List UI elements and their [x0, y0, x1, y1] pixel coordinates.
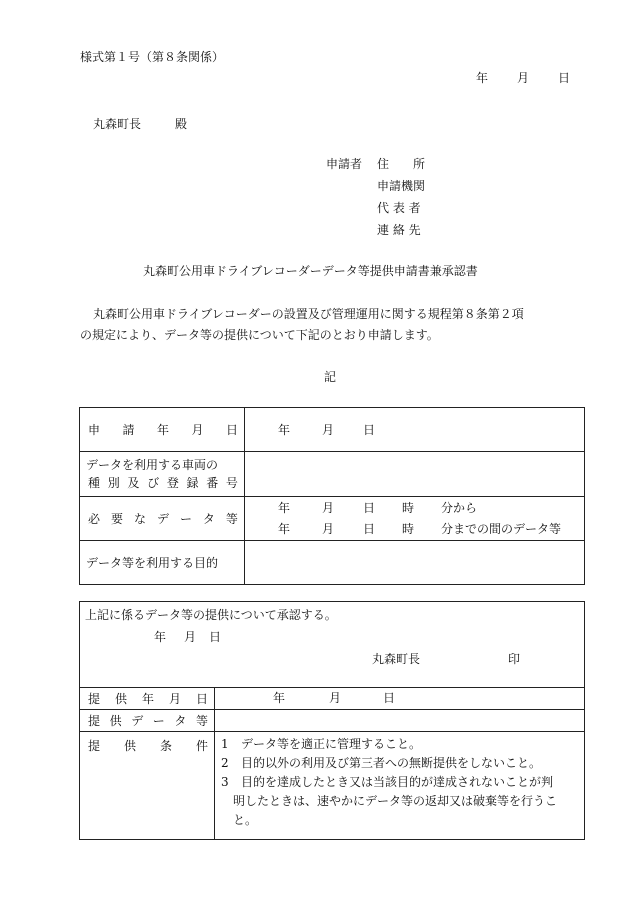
- condition-number: 3: [221, 775, 229, 789]
- table-row: [80, 732, 585, 840]
- provide-data-value[interactable]: [215, 710, 585, 732]
- addressee-honorific: 殿: [175, 117, 188, 131]
- conditions-value: [215, 732, 585, 840]
- label-char: デ: [131, 714, 144, 728]
- table-row: [80, 452, 585, 497]
- condition-3-continuation-1: 明したときは、速やかにデータ等の返却又は破棄等を行うこ: [233, 794, 558, 808]
- required-data-label: [80, 497, 245, 541]
- application-month: 月: [322, 423, 335, 437]
- applicant-address: 住 所: [377, 157, 426, 171]
- label-char: デ: [156, 512, 169, 526]
- applicant-organization: 申請機関: [377, 179, 426, 193]
- approval-statement-cell: [80, 602, 585, 688]
- to-day: 日: [363, 522, 376, 536]
- provide-month: 月: [329, 691, 342, 705]
- label-char: タ: [174, 714, 187, 728]
- purpose-value[interactable]: [245, 541, 585, 585]
- to-suffix: 分までの間のデータ等: [441, 522, 562, 536]
- label-char: 供: [114, 692, 127, 706]
- condition-text: 目的を達成したとき又は当該目的が達成されないことが判: [241, 775, 554, 789]
- required-data-value[interactable]: [245, 497, 585, 541]
- label-char: 提: [88, 739, 101, 753]
- condition-number: 2: [221, 756, 229, 770]
- seal-mark: 印: [508, 652, 521, 666]
- label-char: 登: [166, 476, 179, 490]
- ki-heading: 記: [324, 370, 337, 384]
- applicant-label: 申請者: [326, 157, 363, 171]
- label-char: 等: [195, 714, 208, 728]
- label-char: 月: [168, 692, 181, 706]
- application-date-value[interactable]: [245, 408, 585, 452]
- from-month: 月: [322, 501, 335, 515]
- to-month: 月: [322, 522, 335, 536]
- label-char: 申: [88, 423, 101, 437]
- purpose-label: [80, 541, 245, 585]
- approval-statement: 上記に係るデータ等の提供について承認する。: [85, 608, 337, 622]
- table-row: [80, 602, 585, 688]
- label-char: 条: [159, 739, 172, 753]
- label-char: 請: [122, 423, 135, 437]
- label-char: 月: [191, 423, 204, 437]
- label-char: タ: [202, 512, 215, 526]
- label-char: 供: [123, 739, 136, 753]
- condition-3-continuation-2: と。: [233, 813, 258, 827]
- approval-day: 日: [209, 630, 222, 644]
- label-char: 日: [195, 692, 208, 706]
- date-year: 年: [476, 71, 489, 85]
- condition-text: 目的以外の利用及び第三者への無断提供をしないこと。: [241, 756, 542, 770]
- list-item: [221, 735, 574, 754]
- label-char: 供: [109, 714, 122, 728]
- from-year: 年: [278, 501, 291, 515]
- vehicle-label: [80, 452, 245, 497]
- list-item: [221, 754, 574, 773]
- application-date-label: [80, 408, 245, 452]
- approval-month: 月: [184, 630, 197, 644]
- label-char: 別: [107, 476, 120, 490]
- conditions-label: [80, 732, 215, 840]
- label-char: 日: [225, 423, 238, 437]
- label-char: 号: [225, 476, 238, 490]
- label-char: 種: [88, 476, 101, 490]
- label-char: 必: [88, 512, 101, 526]
- vehicle-label-line-1: データを利用する車両の: [86, 458, 219, 472]
- label-char: 及: [127, 476, 140, 490]
- purpose-label-text: データ等を利用する目的: [86, 555, 219, 570]
- to-year: 年: [278, 522, 291, 536]
- date-month: 月: [517, 71, 530, 85]
- table-row: [80, 497, 585, 541]
- body-line-2: の規定により、データ等の提供について下記のとおり申請します。: [80, 328, 439, 342]
- label-char: ー: [152, 714, 165, 728]
- table-row: [80, 541, 585, 585]
- table-row: [80, 710, 585, 732]
- condition-number: 1: [221, 737, 229, 751]
- label-char: 等: [225, 512, 238, 526]
- applicant-contact: 連 絡 先: [377, 223, 421, 237]
- list-item: [221, 773, 574, 792]
- provide-date-label: [80, 688, 215, 710]
- approval-table: [79, 601, 585, 840]
- provide-date-value[interactable]: [215, 688, 585, 710]
- label-char: 録: [186, 476, 199, 490]
- application-day: 日: [363, 423, 376, 437]
- label-char: 要: [110, 512, 123, 526]
- application-table: [79, 407, 585, 585]
- to-hour: 時: [402, 522, 415, 536]
- label-char: な: [133, 512, 146, 526]
- application-year: 年: [278, 423, 291, 437]
- label-char: び: [147, 476, 160, 490]
- label-char: 年: [156, 423, 169, 437]
- approval-year: 年: [154, 630, 167, 644]
- provide-data-label: [80, 710, 215, 732]
- vehicle-value[interactable]: [245, 452, 585, 497]
- table-row: [80, 408, 585, 452]
- condition-text: データ等を適正に管理すること。: [241, 737, 422, 751]
- applicant-representative: 代 表 者: [377, 201, 421, 215]
- addressee-name: 丸森町長: [93, 117, 142, 131]
- label-char: 提: [88, 692, 101, 706]
- table-row: [80, 688, 585, 710]
- form-number: 様式第１号（第８条関係）: [80, 50, 225, 64]
- body-line-1: 丸森町公用車ドライブレコーダーの設置及び管理運用に関する規程第８条第２項: [93, 307, 524, 321]
- provide-year: 年: [273, 691, 286, 705]
- provide-day: 日: [383, 691, 396, 705]
- from-hour: 時: [402, 501, 415, 515]
- condition-list: [221, 735, 574, 830]
- label-char: 番: [206, 476, 219, 490]
- label-char: 年: [141, 692, 154, 706]
- label-char: 件: [195, 739, 208, 753]
- from-suffix: 分から: [441, 501, 478, 515]
- approver-name: 丸森町長: [372, 652, 421, 666]
- document-title: 丸森町公用車ドライブレコーダーデータ等提供申請書兼承認書: [143, 264, 478, 278]
- label-char: ー: [179, 512, 192, 526]
- from-day: 日: [363, 501, 376, 515]
- date-day: 日: [558, 71, 571, 85]
- label-char: 提: [88, 714, 101, 728]
